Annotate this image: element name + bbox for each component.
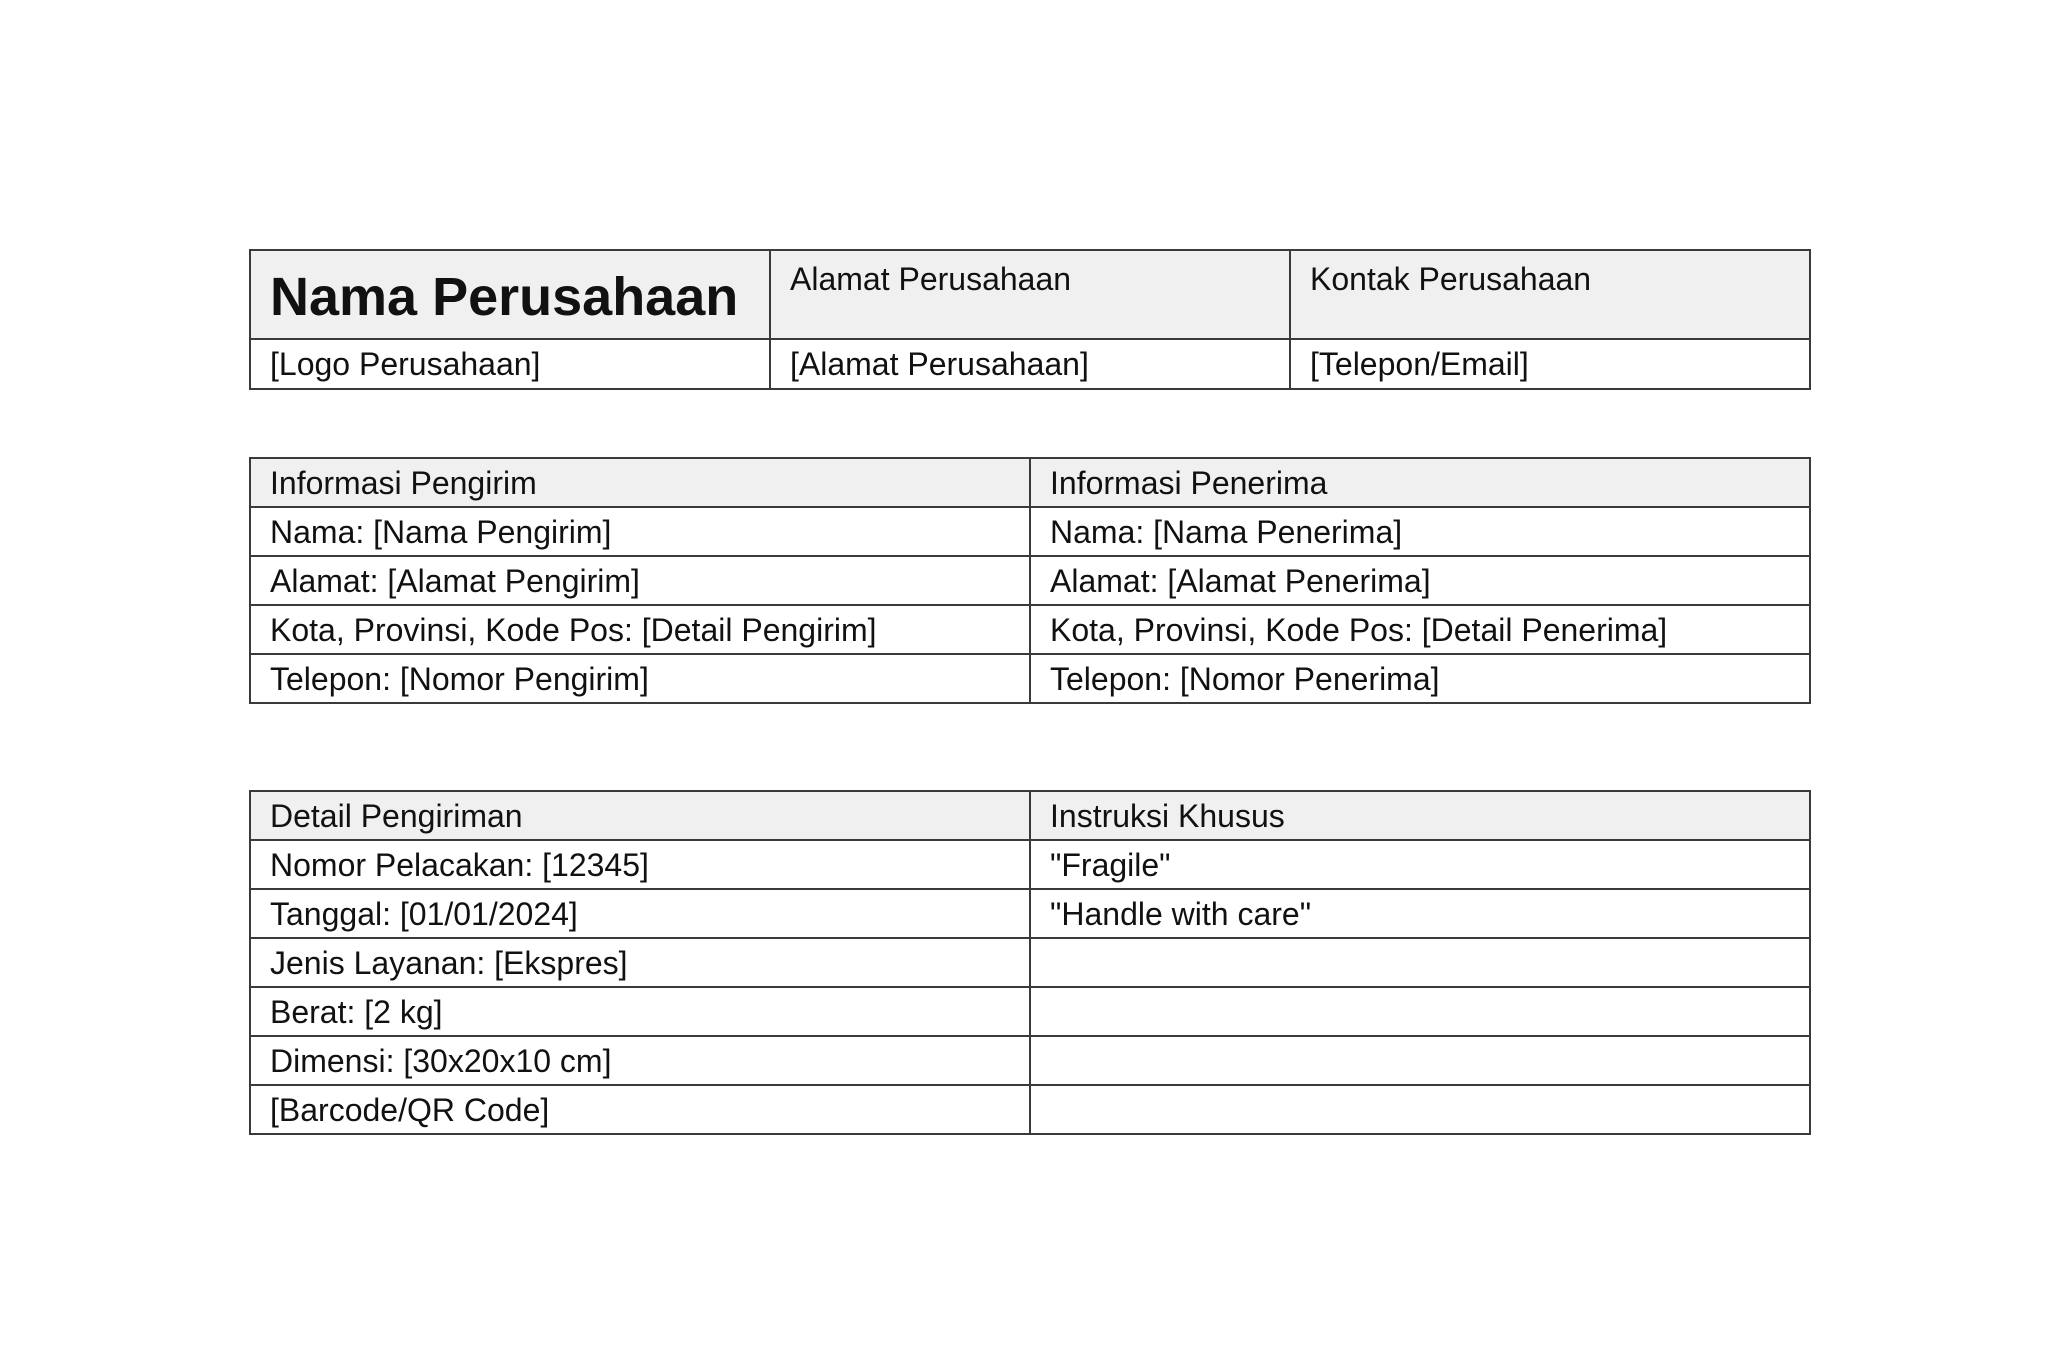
company-address-header: Alamat Perusahaan — [770, 250, 1290, 339]
tracking-number: Nomor Pelacakan: [12345] — [250, 840, 1030, 889]
company-info-table — [249, 249, 1811, 390]
sender-phone: Telepon: [Nomor Pengirim] — [250, 654, 1030, 703]
company-contact-header: Kontak Perusahaan — [1290, 250, 1810, 339]
receiver-info-header: Informasi Penerima — [1030, 458, 1810, 507]
table-row — [250, 654, 1810, 703]
package-dimensions: Dimensi: [30x20x10 cm] — [250, 1036, 1030, 1085]
company-header-row — [250, 250, 1810, 339]
table-row — [250, 840, 1810, 889]
shipment-date: Tanggal: [01/01/2024] — [250, 889, 1030, 938]
sender-receiver-table — [249, 457, 1811, 704]
company-address-value: [Alamat Perusahaan] — [770, 339, 1290, 389]
company-contact-value: [Telepon/Email] — [1290, 339, 1810, 389]
company-value-row — [250, 339, 1810, 389]
instruction-fragile: "Fragile" — [1030, 840, 1810, 889]
shipment-details-table — [249, 790, 1811, 1135]
table-row — [250, 1085, 1810, 1134]
receiver-phone: Telepon: [Nomor Penerima] — [1030, 654, 1810, 703]
table-row — [250, 1036, 1810, 1085]
receiver-name: Nama: [Nama Penerima] — [1030, 507, 1810, 556]
sender-info-header: Informasi Pengirim — [250, 458, 1030, 507]
table-row — [250, 507, 1810, 556]
instruction-empty-cell — [1030, 987, 1810, 1036]
table-row — [250, 605, 1810, 654]
special-instructions-header: Instruksi Khusus — [1030, 791, 1810, 840]
barcode-placeholder: [Barcode/QR Code] — [250, 1085, 1030, 1134]
shipment-header-row — [250, 791, 1810, 840]
package-weight: Berat: [2 kg] — [250, 987, 1030, 1036]
receiver-city-detail: Kota, Provinsi, Kode Pos: [Detail Penerima] — [1030, 605, 1810, 654]
service-type: Jenis Layanan: [Ekspres] — [250, 938, 1030, 987]
instruction-empty-cell — [1030, 1036, 1810, 1085]
shipment-details-header: Detail Pengiriman — [250, 791, 1030, 840]
instruction-empty-cell — [1030, 938, 1810, 987]
table-row — [250, 556, 1810, 605]
party-header-row — [250, 458, 1810, 507]
sender-city-detail: Kota, Provinsi, Kode Pos: [Detail Pengirim] — [250, 605, 1030, 654]
company-name: Nama Perusahaan — [250, 250, 770, 339]
table-row — [250, 889, 1810, 938]
table-row — [250, 938, 1810, 987]
sender-name: Nama: [Nama Pengirim] — [250, 507, 1030, 556]
instruction-empty-cell — [1030, 1085, 1810, 1134]
instruction-handle-with-care: "Handle with care" — [1030, 889, 1810, 938]
company-logo-placeholder: [Logo Perusahaan] — [250, 339, 770, 389]
receiver-address: Alamat: [Alamat Penerima] — [1030, 556, 1810, 605]
sender-address: Alamat: [Alamat Pengirim] — [250, 556, 1030, 605]
table-row — [250, 987, 1810, 1036]
